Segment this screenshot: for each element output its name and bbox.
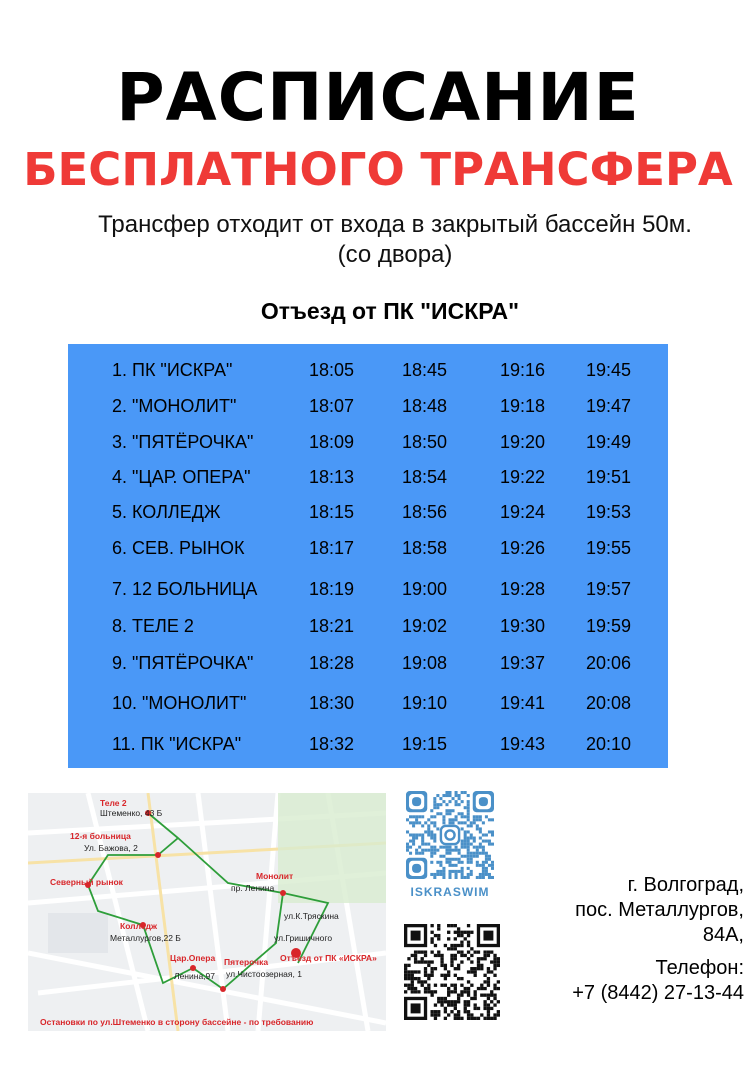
- address-house: 84А,: [702, 924, 744, 946]
- departure-time: 20:06: [586, 653, 632, 673]
- map-label-shtemenko: Штеменко, 43 Б: [100, 808, 163, 818]
- departure-time: 19:49: [586, 432, 632, 452]
- schedule-row: [68, 352, 668, 388]
- schedule-row: [68, 388, 668, 424]
- departure-time: 18:50: [402, 432, 448, 452]
- stop-name: 6. СЕВ. РЫНОК: [112, 538, 245, 558]
- address: [484, 873, 744, 948]
- departure-time: 19:55: [586, 538, 632, 558]
- map-label-grishichnogo: ул.Гришичного: [274, 933, 333, 943]
- departure-time: 18:30: [309, 693, 355, 713]
- stop-name: 1. ПК "ИСКРА": [112, 360, 233, 380]
- stop-name: 11. ПК "ИСКРА": [112, 734, 242, 754]
- departure-time: 18:48: [402, 396, 448, 416]
- brand-label: ISKRASWIM: [410, 885, 490, 899]
- departure-time: 19:51: [586, 467, 632, 487]
- departure-time: 19:26: [500, 538, 546, 558]
- schedule-row: [68, 494, 668, 530]
- departure-time: 19:10: [402, 693, 448, 713]
- schedule-row: [68, 459, 668, 495]
- map-label-college: Колледж: [120, 921, 158, 931]
- departure-time: 19:30: [500, 616, 546, 636]
- departure-time: 19:41: [500, 693, 546, 713]
- departure-time: 19:59: [586, 616, 632, 636]
- departure-time: 18:28: [309, 653, 355, 673]
- departure-time: 19:02: [402, 616, 448, 636]
- map-label-lenina97: Ленина,97: [174, 971, 215, 981]
- stop-name: 4. "ЦАР. ОПЕРА": [112, 467, 251, 487]
- map-label-chistoozernaya: ул.Чистоозерная, 1: [226, 969, 302, 979]
- departure-time: 18:21: [309, 616, 355, 636]
- departure-time: 19:24: [500, 502, 546, 522]
- stop-name: 2. "МОНОЛИТ": [112, 396, 237, 416]
- departure-time: 20:08: [586, 693, 632, 713]
- phone-block: [484, 956, 744, 1006]
- departure-time: 18:05: [309, 360, 355, 380]
- map-label-opera: Цар.Опера: [170, 953, 216, 963]
- departure-time: 19:08: [402, 653, 448, 673]
- address-settlement: пос. Металлургов,: [575, 899, 744, 921]
- departure-time: 18:56: [402, 502, 448, 522]
- stop-name: 3. "ПЯТЁРОЧКА": [112, 432, 254, 452]
- map-label-iskra: Отъезд от ПК «ИСКРА»: [280, 953, 377, 963]
- map-label-tryaskina: ул.К.Тряскина: [284, 911, 339, 921]
- departure-time: 18:58: [402, 538, 448, 558]
- schedule-table: [68, 344, 668, 768]
- departure-time: 19:16: [500, 360, 546, 380]
- departure-time: 19:57: [586, 579, 632, 599]
- departure-note-line2: (со двора): [337, 241, 453, 268]
- phone-label: Телефон:: [655, 957, 744, 979]
- map-label-pyaterochka: Пятерочка: [224, 957, 269, 967]
- departure-time: 19:53: [586, 502, 632, 522]
- map-label-tele2: Теле 2: [100, 798, 127, 808]
- map-label-bazhova: Ул. Бажова, 2: [84, 843, 138, 853]
- map-label-hospital: 12-я больница: [70, 831, 131, 841]
- departure-time: 18:07: [309, 396, 355, 416]
- map-label-metallurgov: Металлургов,22 Б: [110, 933, 181, 943]
- departure-time: 19:28: [500, 579, 546, 599]
- stop-name: 7. 12 БОЛЬНИЦА: [112, 579, 258, 599]
- stop-name: 8. ТЕЛЕ 2: [112, 616, 194, 636]
- instagram-qr-code[interactable]: [406, 791, 494, 879]
- route-map: [28, 793, 386, 1031]
- departure-note-line1: Трансфер отходит от входа в закрытый бассейн 50м.: [98, 211, 692, 238]
- map-label-lenina: пр. Ленина: [231, 883, 275, 893]
- stop-name: 5. КОЛЛЕДЖ: [112, 502, 221, 522]
- departure-time: 19:15: [402, 734, 448, 754]
- departure-time: 19:18: [500, 396, 546, 416]
- departure-time: 20:10: [586, 734, 632, 754]
- departure-time: 18:09: [309, 432, 355, 452]
- departure-time: 19:45: [586, 360, 632, 380]
- departure-time: 18:13: [309, 467, 355, 487]
- departure-time: 18:45: [402, 360, 448, 380]
- departure-time: 19:00: [402, 579, 448, 599]
- schedule-row: [68, 726, 668, 762]
- schedule-row: [68, 571, 668, 607]
- departure-heading: Отъезд от ПК "ИСКРА": [260, 298, 520, 324]
- schedule-row: [68, 424, 668, 460]
- stop-name: 10. "МОНОЛИТ": [112, 693, 247, 713]
- schedule-row: [68, 608, 668, 644]
- departure-time: 18:32: [309, 734, 355, 754]
- departure-note: [30, 210, 756, 270]
- phone-number: +7 (8442) 27-13-44: [572, 982, 744, 1004]
- departure-time: 19:20: [500, 432, 546, 452]
- schedule-row: [68, 685, 668, 721]
- schedule-row: [68, 530, 668, 566]
- schedule-row: [68, 645, 668, 681]
- departure-time: 18:15: [309, 502, 355, 522]
- stop-name: 9. "ПЯТЁРОЧКА": [112, 653, 254, 673]
- departure-time: 18:19: [309, 579, 355, 599]
- departure-time: 18:54: [402, 467, 448, 487]
- map-label-market: Северный рынок: [50, 877, 123, 887]
- page-title: РАСПИСАНИЕ: [116, 59, 640, 136]
- page-subtitle: БЕСПЛАТНОГО ТРАНСФЕРА: [23, 143, 733, 196]
- departure-time: 19:47: [586, 396, 632, 416]
- map-label-monolit: Монолит: [256, 871, 294, 881]
- departure-time: 19:37: [500, 653, 546, 673]
- address-city: г. Волгоград,: [627, 874, 744, 896]
- departure-time: 19:43: [500, 734, 546, 754]
- departure-time: 18:17: [309, 538, 355, 558]
- departure-time: 19:22: [500, 467, 546, 487]
- map-footer-note: Остановки по ул.Штеменко в сторону бассейне - по требованию: [40, 1017, 314, 1027]
